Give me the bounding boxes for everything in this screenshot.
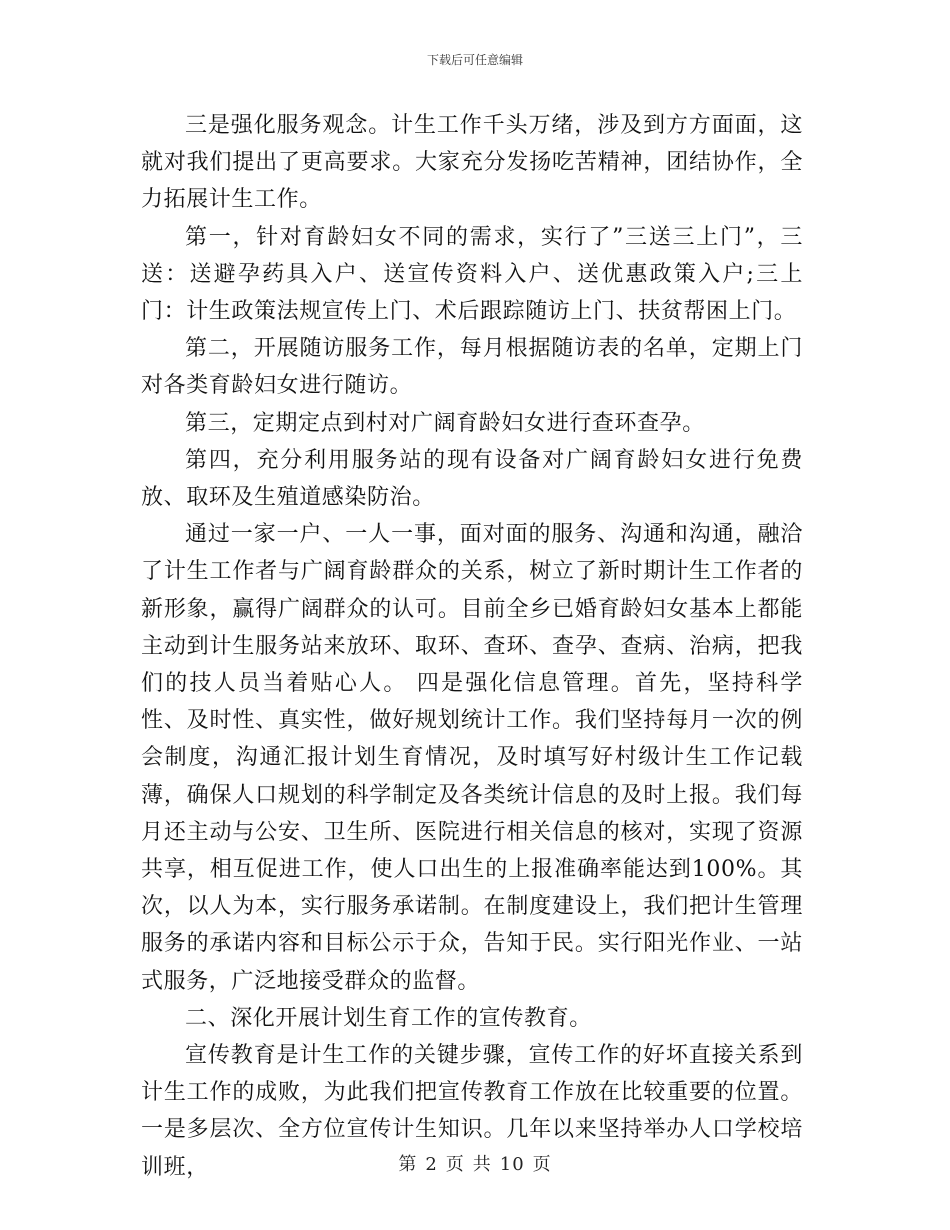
paragraph-5: 第四，充分利用服务站的现有设备对广阔育龄妇女进行免费放、取环及生殖道感染防治。 [141, 447, 803, 511]
footer-label-gong: 共 [472, 1154, 492, 1175]
page-header-note: 下载后可任意编辑 [426, 53, 523, 67]
total-pages-number: 10 [499, 1154, 525, 1175]
document-body [141, 107, 803, 1186]
footer-label-ye-end: 页 [532, 1154, 552, 1175]
paragraph-1: 三是强化服务观念。计生工作千头万绪，涉及到方方面面，这就对我们提出了更高要求。大家充分发扬吃苦精神，团结协作，全力拓展计生工作。 [141, 113, 803, 213]
footer-label-di: 第 [398, 1154, 418, 1175]
paragraph-3: 第二，开展随访服务工作，每月根据随访表的名单，定期上门对各类育龄妇女进行随访。 [141, 336, 803, 399]
paragraph-2: 第一，针对育龄妇女不同的需求，实行了”三送三上门”，三送：送避孕药具入户、送宣传资料入户、送优惠政策入户;三上门：计生政策法规宣传上门、术后跟踪随访上门、扶贫帮困上门。 [141, 224, 803, 325]
paragraph-4: 第三，定期定点到村对广阔育龄妇女进行查环查孕。 [185, 410, 705, 436]
current-page-number: 2 [425, 1154, 438, 1175]
paragraph-8: 宣传教育是计生工作的关键步骤，宣传工作的好坏直接关系到计生工作的成败，为此我们把宣传教育工作放在比较重要的位置。 一是多层次、全方位宣传计生知识。几年以来坚持举办人口学校培训班， [141, 1043, 803, 1180]
section-heading: 二、深化开展计划生育工作的宣传教育。 [185, 1005, 592, 1031]
footer-label-ye: 页 [445, 1154, 465, 1175]
page-footer [0, 1154, 950, 1176]
paragraph-6: 通过一家一户、一人一事，面对面的服务、沟通和沟通，融洽了计生工作者与广阔育龄群众的关系，树立了新时期计生工作者的新形象，赢得广阔群众的认可。目前全乡已婚育龄妇女基本上都能主动到计生服务站来放环、取环、查环、查孕、查病、治病，把我们的技人员当着贴心人。 四是强化信息管理。首先，坚持科学性、及时性、真实性，做好规划统计工作。我们坚持每月一次的例会制度，沟通汇报计划生育情况，及时填写好村级计生工作记载薄，确保人口规划的科学制定及各类统计信息的及时上报。我们每月还主动与公安、卫生所、医院进行相关信息的核对，实现了资源共享，相互促进工作，使人口出生的上报准确率能达到100%。其次，以人为本，实行服务承诺制。在制度建设上，我们把计生管理服务的承诺内容和目标公示于众，告知于民。实行阳光作业、一站式服务，广泛地接受群众的监督。 [141, 522, 803, 994]
